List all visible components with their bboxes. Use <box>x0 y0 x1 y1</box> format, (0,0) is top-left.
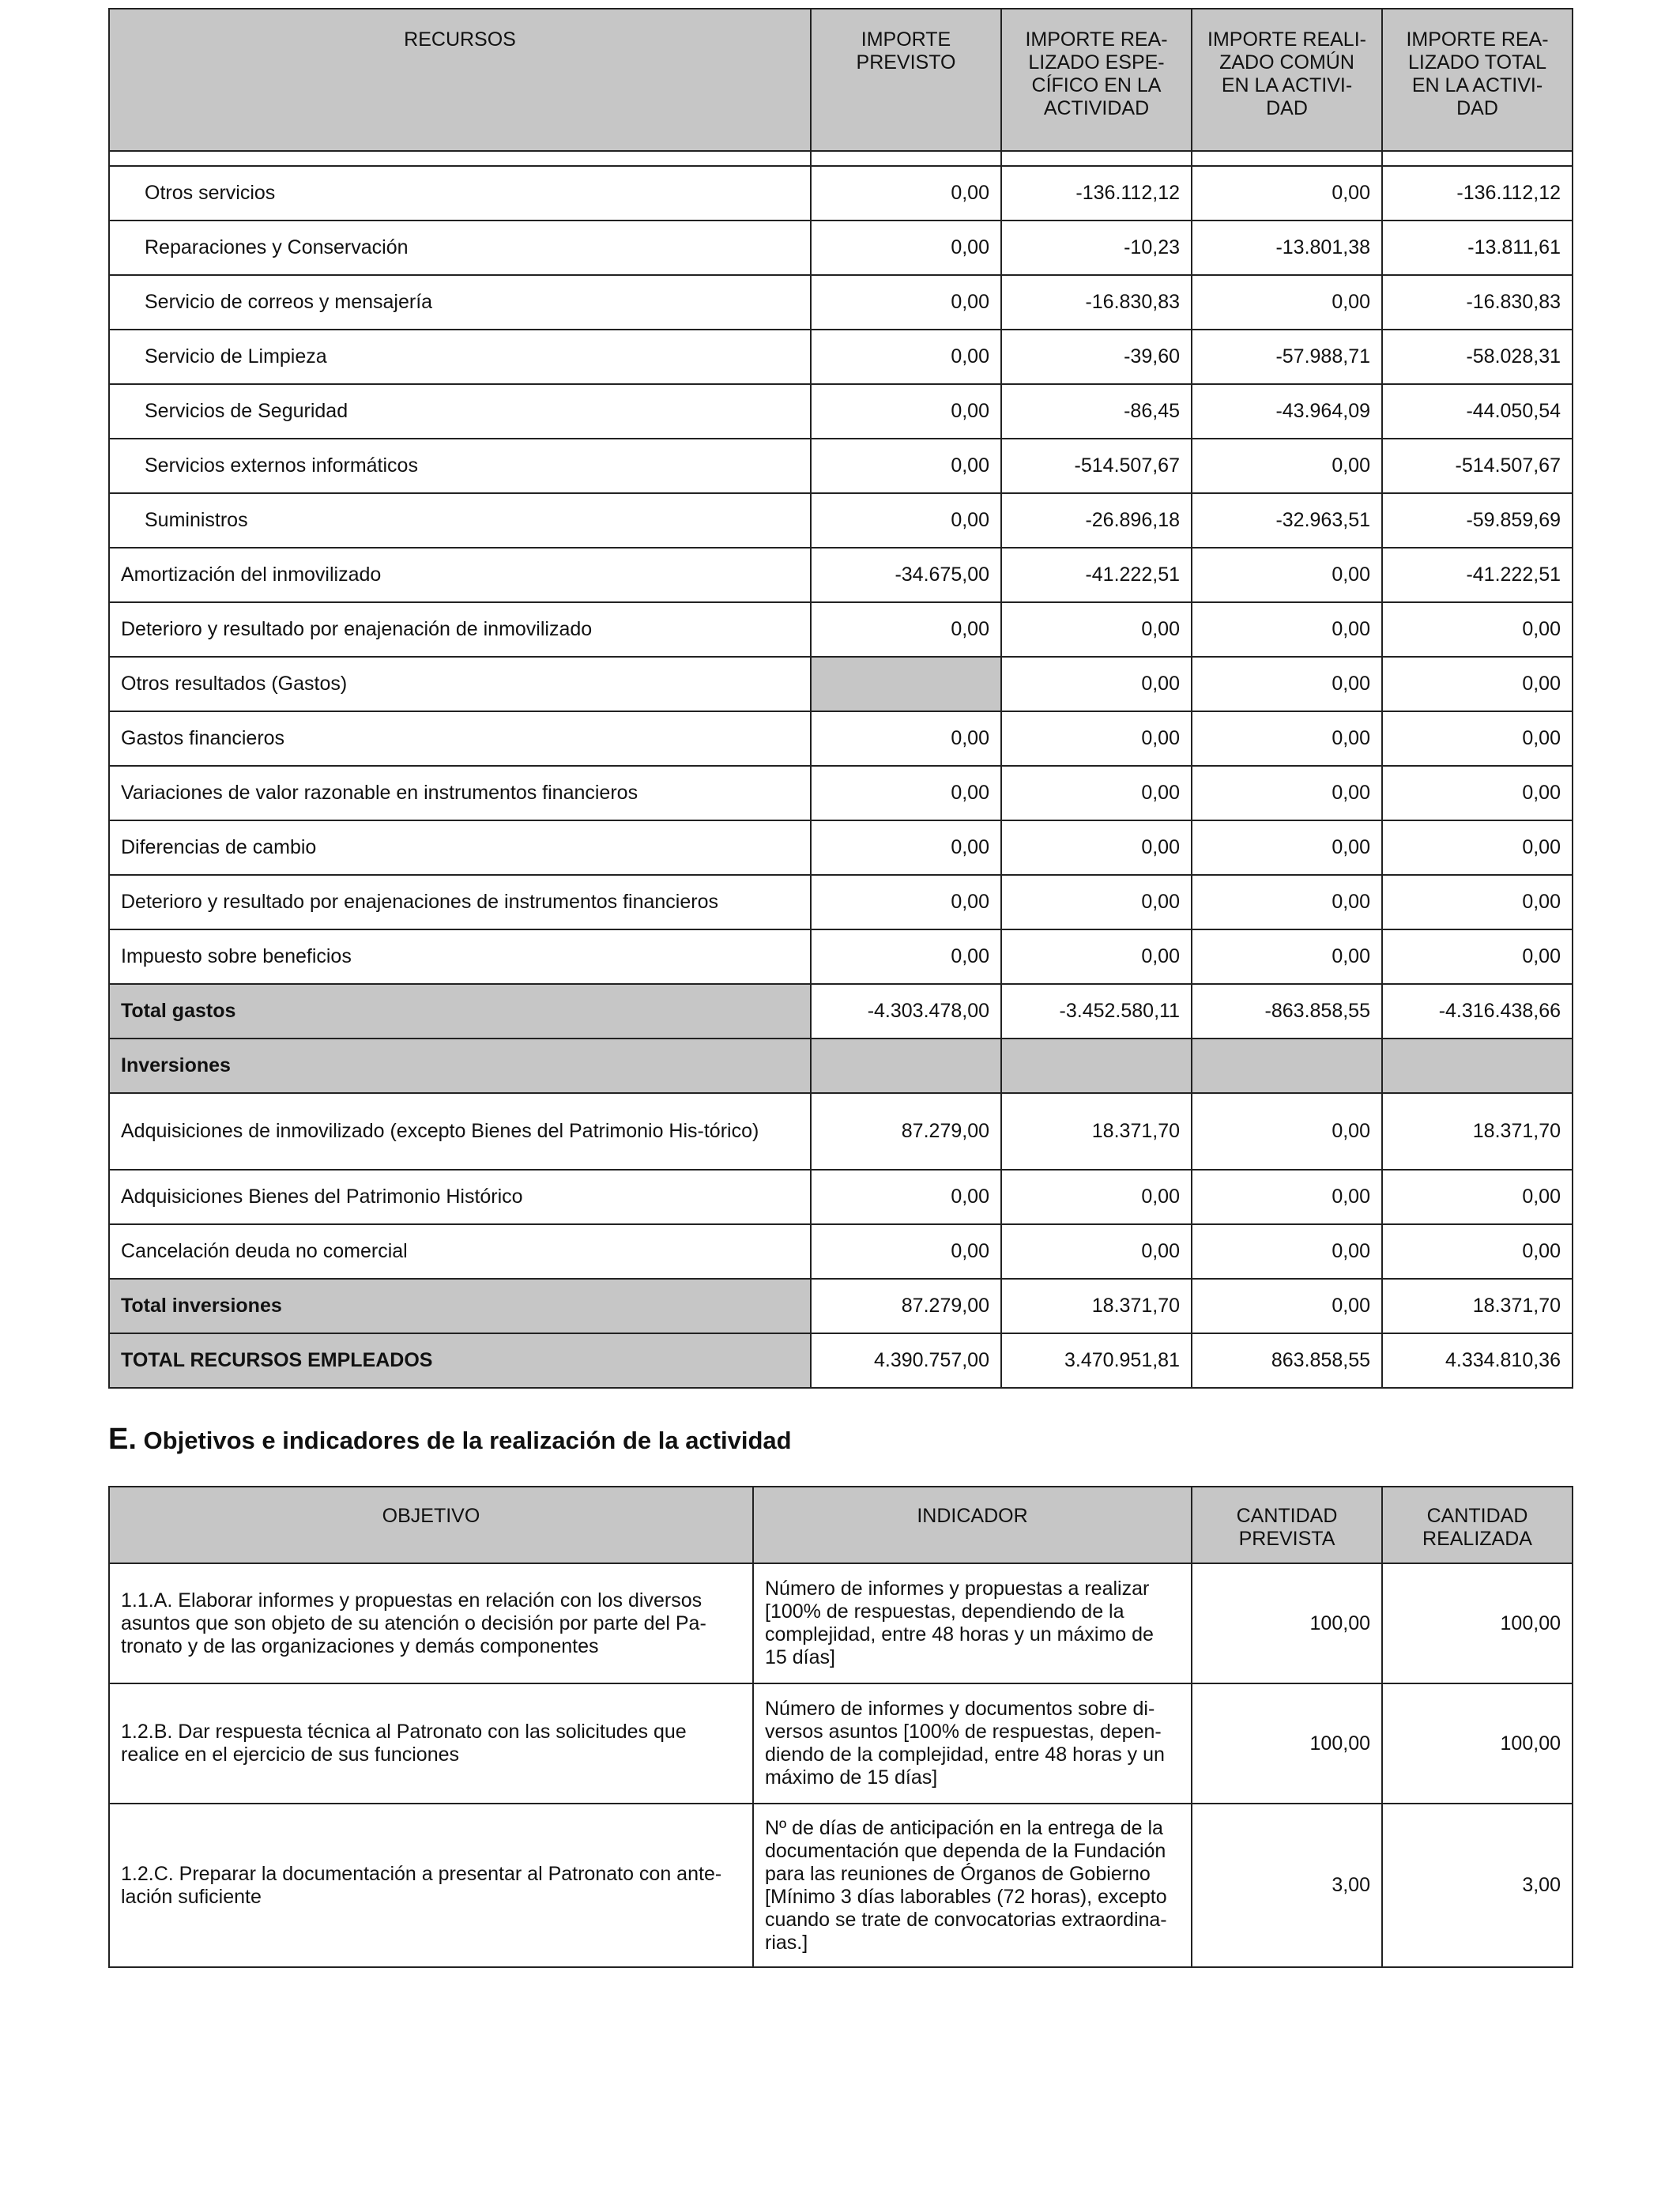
cell-value: 0,00 <box>811 275 1001 330</box>
cell-value: 0,00 <box>811 602 1001 657</box>
cell-value: -34.675,00 <box>811 548 1001 602</box>
cell-empty-shaded <box>811 1039 1001 1093</box>
cell-value: 0,00 <box>1001 602 1192 657</box>
cell-empty-shaded <box>1001 1039 1192 1093</box>
table-row <box>109 711 1573 766</box>
cantidad-realizada-cell: 3,00 <box>1382 1804 1573 1967</box>
row-label: Reparaciones y Conservación <box>109 221 811 275</box>
header-cantidad-realizada: CANTIDAD REALIZADA <box>1382 1487 1573 1563</box>
row-label: Gastos financieros <box>109 711 811 766</box>
cell-value: -32.963,51 <box>1192 493 1382 548</box>
cell-empty-shaded <box>1382 1039 1573 1093</box>
cell-value: -4.316.438,66 <box>1382 984 1573 1039</box>
cell-value: 0,00 <box>1192 602 1382 657</box>
table-row <box>109 766 1573 820</box>
table-row <box>109 1093 1573 1170</box>
resources-table <box>108 8 1573 1389</box>
row-label: Otros resultados (Gastos) <box>109 657 811 711</box>
cantidad-realizada-cell: 100,00 <box>1382 1563 1573 1683</box>
cell-value: -863.858,55 <box>1192 984 1382 1039</box>
section-title: Objetivos e indicadores de la realización de la actividad <box>143 1427 792 1454</box>
row-label: Inversiones <box>109 1039 811 1093</box>
cell-value: 0,00 <box>1192 1224 1382 1279</box>
cantidad-realizada-cell: 100,00 <box>1382 1683 1573 1804</box>
cell-value: 0,00 <box>1382 1170 1573 1224</box>
header-importe-total: IMPORTE REA-LIZADO TOTAL EN LA ACTIVI-DAD <box>1382 9 1573 151</box>
cell-value: 863.858,55 <box>1192 1333 1382 1388</box>
cell-value: -514.507,67 <box>1382 439 1573 493</box>
cell-value: 0,00 <box>1001 820 1192 875</box>
cell-value: 0,00 <box>1001 657 1192 711</box>
cell-value: 0,00 <box>1382 711 1573 766</box>
row-label: Otros servicios <box>109 166 811 221</box>
cell-value: 0,00 <box>1192 711 1382 766</box>
cell-value: -4.303.478,00 <box>811 984 1001 1039</box>
cell-value: -16.830,83 <box>1001 275 1192 330</box>
table-row <box>109 548 1573 602</box>
indicador-cell: Número de informes y documentos sobre di-versos asuntos [100% de respuestas, depen-diendo de la complejidad, entre 48 horas y un máximo de 15 días] <box>753 1683 1192 1804</box>
cell-value: 0,00 <box>811 439 1001 493</box>
cell-value: -39,60 <box>1001 330 1192 384</box>
cell-value: 0,00 <box>1382 602 1573 657</box>
cell-value: 0,00 <box>1192 875 1382 929</box>
cell-value: -57.988,71 <box>1192 330 1382 384</box>
row-label: Suministros <box>109 493 811 548</box>
inversiones-section-row <box>109 1039 1573 1093</box>
cell-value: 0,00 <box>811 766 1001 820</box>
table-row <box>109 602 1573 657</box>
cell-value: -59.859,69 <box>1382 493 1573 548</box>
cell-value: 0,00 <box>1192 1170 1382 1224</box>
resources-header-row <box>109 9 1573 151</box>
header-indicador: INDICADOR <box>753 1487 1192 1563</box>
cell-value: 0,00 <box>1382 766 1573 820</box>
cell-value: -41.222,51 <box>1001 548 1192 602</box>
cell-value: 18.371,70 <box>1382 1279 1573 1333</box>
objetivo-cell: 1.2.B. Dar respuesta técnica al Patronato con las solicitudes que realice en el ejercicio de sus funciones <box>109 1683 753 1804</box>
cell-value: 4.334.810,36 <box>1382 1333 1573 1388</box>
spacer-row <box>109 151 1573 166</box>
cell-value: -3.452.580,11 <box>1001 984 1192 1039</box>
section-letter: E. <box>108 1423 137 1456</box>
row-label: Amortización del inmovilizado <box>109 548 811 602</box>
cell-value: 0,00 <box>811 711 1001 766</box>
table-row <box>109 657 1573 711</box>
objetivo-cell: 1.1.A. Elaborar informes y propuestas en relación con los diversos asuntos que son objeto de su atención o decisión por parte del Pa-tronato y de las organizaciones y demás componentes <box>109 1563 753 1683</box>
row-label: Adquisiciones de inmovilizado (excepto Bienes del Patrimonio His-tórico) <box>109 1093 811 1170</box>
row-label: Deterioro y resultado por enajenaciones de instrumentos financieros <box>109 875 811 929</box>
cell-value: -26.896,18 <box>1001 493 1192 548</box>
row-label: TOTAL RECURSOS EMPLEADOS <box>109 1333 811 1388</box>
table-row <box>109 439 1573 493</box>
cell-value: -41.222,51 <box>1382 548 1573 602</box>
cell-value: -86,45 <box>1001 384 1192 439</box>
table-row <box>109 166 1573 221</box>
objectives-table <box>108 1486 1573 1968</box>
objectives-header-row <box>109 1487 1573 1563</box>
cell-value: 0,00 <box>1382 1224 1573 1279</box>
cell-value: 0,00 <box>1192 439 1382 493</box>
total-inversiones-row <box>109 1279 1573 1333</box>
section-heading <box>108 1423 792 1457</box>
row-label: Impuesto sobre beneficios <box>109 929 811 984</box>
cell-value: 0,00 <box>1001 766 1192 820</box>
cell-value: 0,00 <box>1382 657 1573 711</box>
cell-value: 0,00 <box>1001 929 1192 984</box>
cell-value: -58.028,31 <box>1382 330 1573 384</box>
indicador-cell: Nº de días de anticipación en la entrega de la documentación que dependa de la Fundación para las reuniones de Órganos de Gobierno [Mínimo 3 días laborables (72 horas), excepto cuando se trate de convocatorias extraordina-rias.] <box>753 1804 1192 1967</box>
cell-value: 0,00 <box>1192 166 1382 221</box>
table-row <box>109 875 1573 929</box>
cell-value: 0,00 <box>811 493 1001 548</box>
cell-value: 4.390.757,00 <box>811 1333 1001 1388</box>
cell-value: 3.470.951,81 <box>1001 1333 1192 1388</box>
cell-empty-shaded <box>1192 1039 1382 1093</box>
table-row <box>109 275 1573 330</box>
table-row <box>109 1683 1573 1804</box>
cell-value: 0,00 <box>1192 1279 1382 1333</box>
cell-value: 0,00 <box>1001 1224 1192 1279</box>
row-label: Servicios externos informáticos <box>109 439 811 493</box>
cell-value: -136.112,12 <box>1001 166 1192 221</box>
cell-value: -10,23 <box>1001 221 1192 275</box>
table-row <box>109 221 1573 275</box>
header-cantidad-prevista: CANTIDAD PREVISTA <box>1192 1487 1382 1563</box>
table-row <box>109 1804 1573 1967</box>
header-importe-previsto: IMPORTE PREVISTO <box>811 9 1001 151</box>
table-row <box>109 1563 1573 1683</box>
cell-value: 0,00 <box>811 221 1001 275</box>
row-label: Servicio de correos y mensajería <box>109 275 811 330</box>
cantidad-prevista-cell: 100,00 <box>1192 1683 1382 1804</box>
cell-value: 18.371,70 <box>1001 1093 1192 1170</box>
row-label: Deterioro y resultado por enajenación de inmovilizado <box>109 602 811 657</box>
cell-value: 0,00 <box>1192 1093 1382 1170</box>
table-row <box>109 1170 1573 1224</box>
cell-value: -514.507,67 <box>1001 439 1192 493</box>
table-row <box>109 330 1573 384</box>
cell-value: 0,00 <box>1001 875 1192 929</box>
cell-value: 87.279,00 <box>811 1093 1001 1170</box>
cell-value: 0,00 <box>1382 820 1573 875</box>
cell-value: -44.050,54 <box>1382 384 1573 439</box>
table-row <box>109 384 1573 439</box>
cell-value: 0,00 <box>811 166 1001 221</box>
cell-value: -13.811,61 <box>1382 221 1573 275</box>
header-importe-especifico: IMPORTE REA-LIZADO ESPE-CÍFICO EN LA ACTIVIDAD <box>1001 9 1192 151</box>
cell-empty-shaded <box>811 657 1001 711</box>
cell-value: 0,00 <box>1192 929 1382 984</box>
cell-value: 18.371,70 <box>1382 1093 1573 1170</box>
cell-value: 0,00 <box>811 820 1001 875</box>
objetivo-cell: 1.2.C. Preparar la documentación a presentar al Patronato con ante-lación suficiente <box>109 1804 753 1967</box>
cell-value: 0,00 <box>1192 548 1382 602</box>
header-objetivo: OBJETIVO <box>109 1487 753 1563</box>
row-label: Cancelación deuda no comercial <box>109 1224 811 1279</box>
row-label: Variaciones de valor razonable en instrumentos financieros <box>109 766 811 820</box>
cell-value: -16.830,83 <box>1382 275 1573 330</box>
total-gastos-row <box>109 984 1573 1039</box>
cell-value: 0,00 <box>1001 1170 1192 1224</box>
row-label: Diferencias de cambio <box>109 820 811 875</box>
cell-value: 0,00 <box>811 330 1001 384</box>
cell-value: 18.371,70 <box>1001 1279 1192 1333</box>
cantidad-prevista-cell: 100,00 <box>1192 1563 1382 1683</box>
cell-value: 0,00 <box>811 929 1001 984</box>
header-recursos: RECURSOS <box>109 9 811 151</box>
cell-value: 0,00 <box>1192 820 1382 875</box>
cell-value: 0,00 <box>1382 929 1573 984</box>
row-label: Servicios de Seguridad <box>109 384 811 439</box>
table-row <box>109 493 1573 548</box>
cell-value: 0,00 <box>811 384 1001 439</box>
cell-value: 0,00 <box>1192 766 1382 820</box>
table-row <box>109 820 1573 875</box>
row-label: Servicio de Limpieza <box>109 330 811 384</box>
header-importe-comun: IMPORTE REALI-ZADO COMÚN EN LA ACTIVI-DAD <box>1192 9 1382 151</box>
cell-value: 87.279,00 <box>811 1279 1001 1333</box>
cell-value: 0,00 <box>811 1170 1001 1224</box>
cell-value: 0,00 <box>1382 875 1573 929</box>
table-row <box>109 929 1573 984</box>
total-recursos-row <box>109 1333 1573 1388</box>
cell-value: 0,00 <box>1192 657 1382 711</box>
row-label: Adquisiciones Bienes del Patrimonio Histórico <box>109 1170 811 1224</box>
cell-value: -43.964,09 <box>1192 384 1382 439</box>
indicador-cell: Número de informes y propuestas a realizar [100% de respuestas, dependiendo de la complejidad, entre 48 horas y un máximo de 15 días] <box>753 1563 1192 1683</box>
cell-value: 0,00 <box>811 875 1001 929</box>
cell-value: 0,00 <box>811 1224 1001 1279</box>
cantidad-prevista-cell: 3,00 <box>1192 1804 1382 1967</box>
row-label: Total inversiones <box>109 1279 811 1333</box>
cell-value: 0,00 <box>1192 275 1382 330</box>
cell-value: 0,00 <box>1001 711 1192 766</box>
cell-value: -136.112,12 <box>1382 166 1573 221</box>
row-label: Total gastos <box>109 984 811 1039</box>
table-row <box>109 1224 1573 1279</box>
cell-value: -13.801,38 <box>1192 221 1382 275</box>
